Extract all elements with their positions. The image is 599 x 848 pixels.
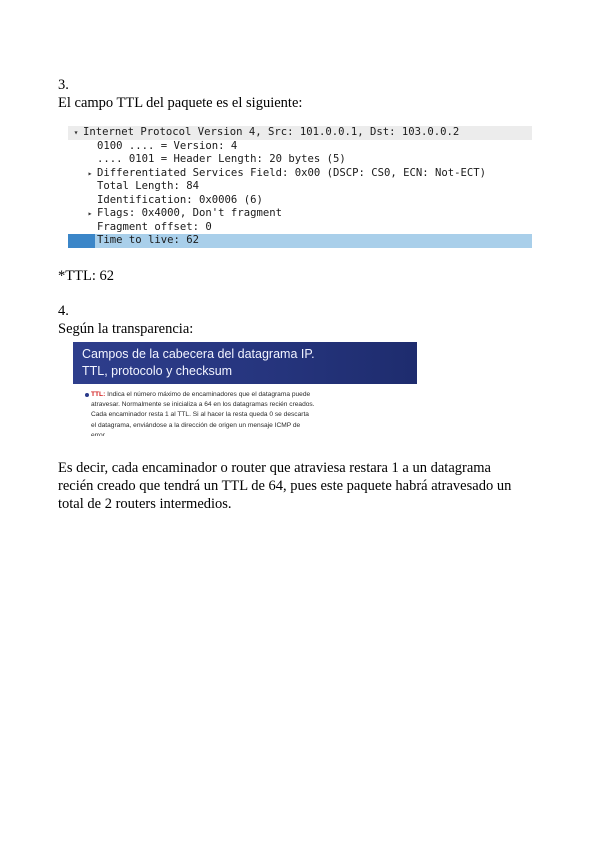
slide-line: el datagrama, enviándose a la dirección de origen un mensaje ICMP de	[91, 421, 301, 429]
slide-title-line-1: Campos de la cabecera del datagrama IP.	[82, 347, 315, 361]
section-3-intro: El campo TTL del paquete es el siguiente:	[58, 95, 303, 111]
ws-row-text: Time to live: 62	[97, 234, 200, 246]
ws-row-text: Differentiated Services Field: 0x00 (DSCP: CS0, ECN: Not-ECT)	[97, 166, 487, 179]
collapse-arrow-icon: ▾	[73, 128, 79, 137]
slide-body-text	[91, 390, 413, 436]
ws-row-text: Internet Protocol Version 4, Src: 101.0.0.1, Dst: 103.0.0.2	[83, 126, 460, 138]
section-4-number: 4.	[58, 303, 69, 319]
ws-row-text: Identification: 0x0006 (6)	[97, 193, 263, 206]
expand-arrow-icon: ▸	[87, 209, 93, 218]
ws-row-text: .... 0101 = Header Length: 20 bytes (5)	[97, 153, 346, 165]
conclusion-line-2: recién creado que tendrá un TTL de 64, pues este paquete habrá atravesado un	[58, 478, 512, 494]
section-4-intro: Según la transparencia:	[58, 321, 194, 337]
expand-arrow-icon: ▸	[87, 168, 93, 178]
ws-row-identification	[68, 194, 532, 208]
ws-row-text: 0100 .... = Version: 4	[97, 139, 238, 152]
conclusion-line-1: Es decir, cada encaminador o router que atraviesa restara 1 a un datagrama	[58, 460, 491, 476]
slide-title-line-2: TTL, protocolo y checksum	[82, 364, 233, 378]
conclusion-line-3: total de 2 routers intermedios.	[58, 496, 232, 512]
ws-row-version	[68, 140, 532, 154]
slide-line-text: Indica el número máximo de encaminadores que el datagrama puede	[105, 391, 311, 398]
ws-row-dsfield	[68, 167, 532, 181]
ws-row-text: Fragment offset: 0	[97, 220, 212, 233]
slide-header	[73, 342, 417, 384]
ws-row-ipv4	[68, 126, 532, 140]
slide-line: atravesar. Normalmente se inicializa a 64 en los datagramas recién creados.	[91, 401, 315, 409]
ws-row-flags	[68, 207, 532, 221]
ws-row-text: Total Length: 84	[97, 180, 200, 192]
ttl-term: TTL:	[91, 391, 106, 398]
ws-row-total-length	[68, 180, 532, 194]
slide-excerpt-image	[73, 342, 417, 436]
slide-line: Cada encaminador resta 1 al TTL. Si al hacer la resta queda 0 se descarta	[91, 411, 309, 419]
wireshark-packet-details	[68, 126, 532, 249]
slide-line	[91, 390, 413, 400]
selection-marker	[68, 234, 95, 248]
ws-row-fragment-offset	[68, 221, 532, 235]
section-3-number: 3.	[58, 77, 69, 93]
slide-line: error.	[91, 431, 107, 436]
ws-row-text: Flags: 0x4000, Don't fragment	[97, 207, 282, 219]
ws-row-header-length	[68, 153, 532, 167]
ws-row-ttl-selected	[68, 234, 532, 248]
bullet-icon	[85, 393, 89, 397]
ttl-result: *TTL: 62	[58, 268, 114, 284]
